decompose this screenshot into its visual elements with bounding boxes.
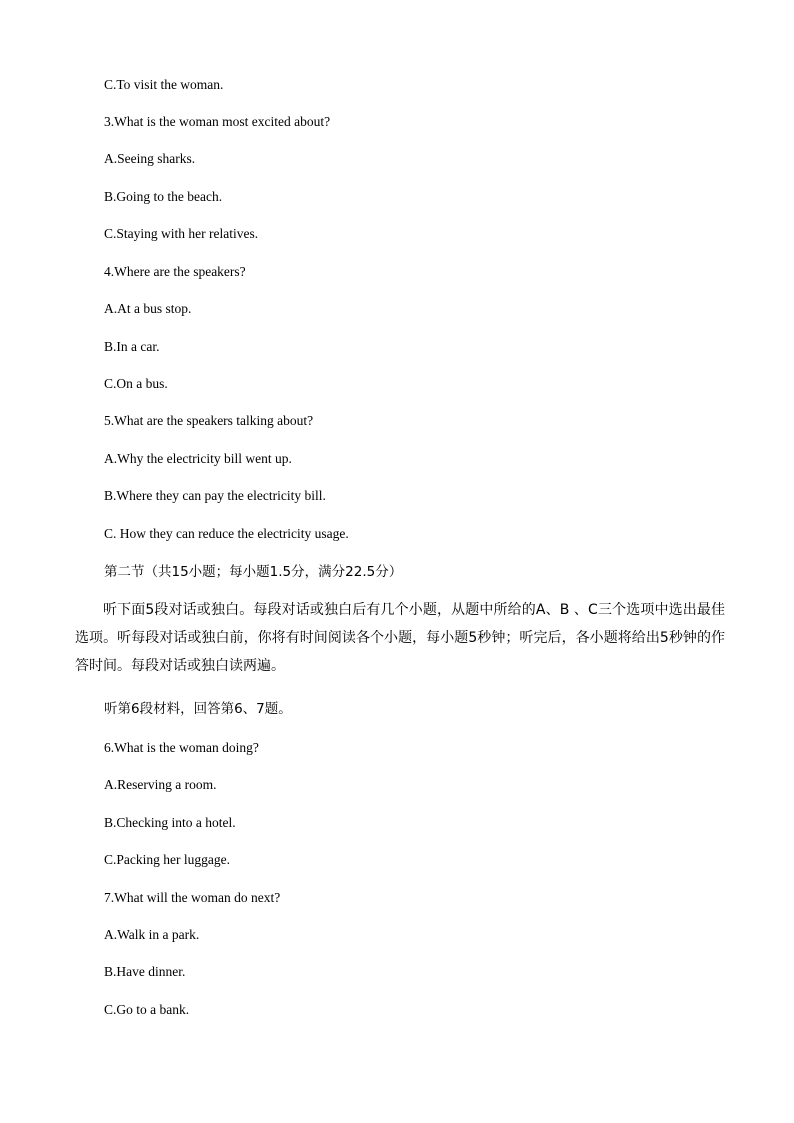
section-heading: 第二节（共15小题；每小题1.5分，满分22.5分） <box>104 564 403 580</box>
option-3b: B.Going to the beach. <box>104 189 223 204</box>
option-5b: B.Where they can pay the electricity bill. <box>104 488 326 503</box>
option-7b: B.Have dinner. <box>104 964 186 979</box>
option-6a: A.Reserving a room. <box>104 777 217 792</box>
option-4c: C.On a bus. <box>104 376 168 391</box>
option-5a: A.Why the electricity bill went up. <box>104 451 292 466</box>
question-5: 5.What are the speakers talking about? <box>104 413 314 428</box>
option-7a: A.Walk in a park. <box>104 927 200 942</box>
option-6b: B.Checking into a hotel. <box>104 815 236 830</box>
option-3a: A.Seeing sharks. <box>104 151 196 166</box>
option-2c: C.To visit the woman. <box>104 77 224 92</box>
option-6c: C.Packing her luggage. <box>104 852 230 867</box>
question-7: 7.What will the woman do next? <box>104 890 281 905</box>
question-6: 6.What is the woman doing? <box>104 740 259 755</box>
option-5c: C. How they can reduce the electricity usage. <box>104 526 349 541</box>
option-7c: C.Go to a bank. <box>104 1002 190 1017</box>
question-4: 4.Where are the speakers? <box>104 264 246 279</box>
option-3c: C.Staying with her relatives. <box>104 226 259 241</box>
section-instructions: 听下面5段对话或独白。每段对话或独白后有几个小题，从题中所给的A、B 、C三个选项中选出最佳选项。听每段对话或独白前，你将有时间阅读各个小题，每小题5秒钟；听完后，各小题将给出5秒钟的作答时间。每段对话或独白读两遍。 <box>75 602 725 674</box>
question-3: 3.What is the woman most excited about? <box>104 114 331 129</box>
option-4b: B.In a car. <box>104 339 160 354</box>
material-instruction: 听第6段材料，回答第6、7题。 <box>104 701 292 717</box>
option-4a: A.At a bus stop. <box>104 301 192 316</box>
